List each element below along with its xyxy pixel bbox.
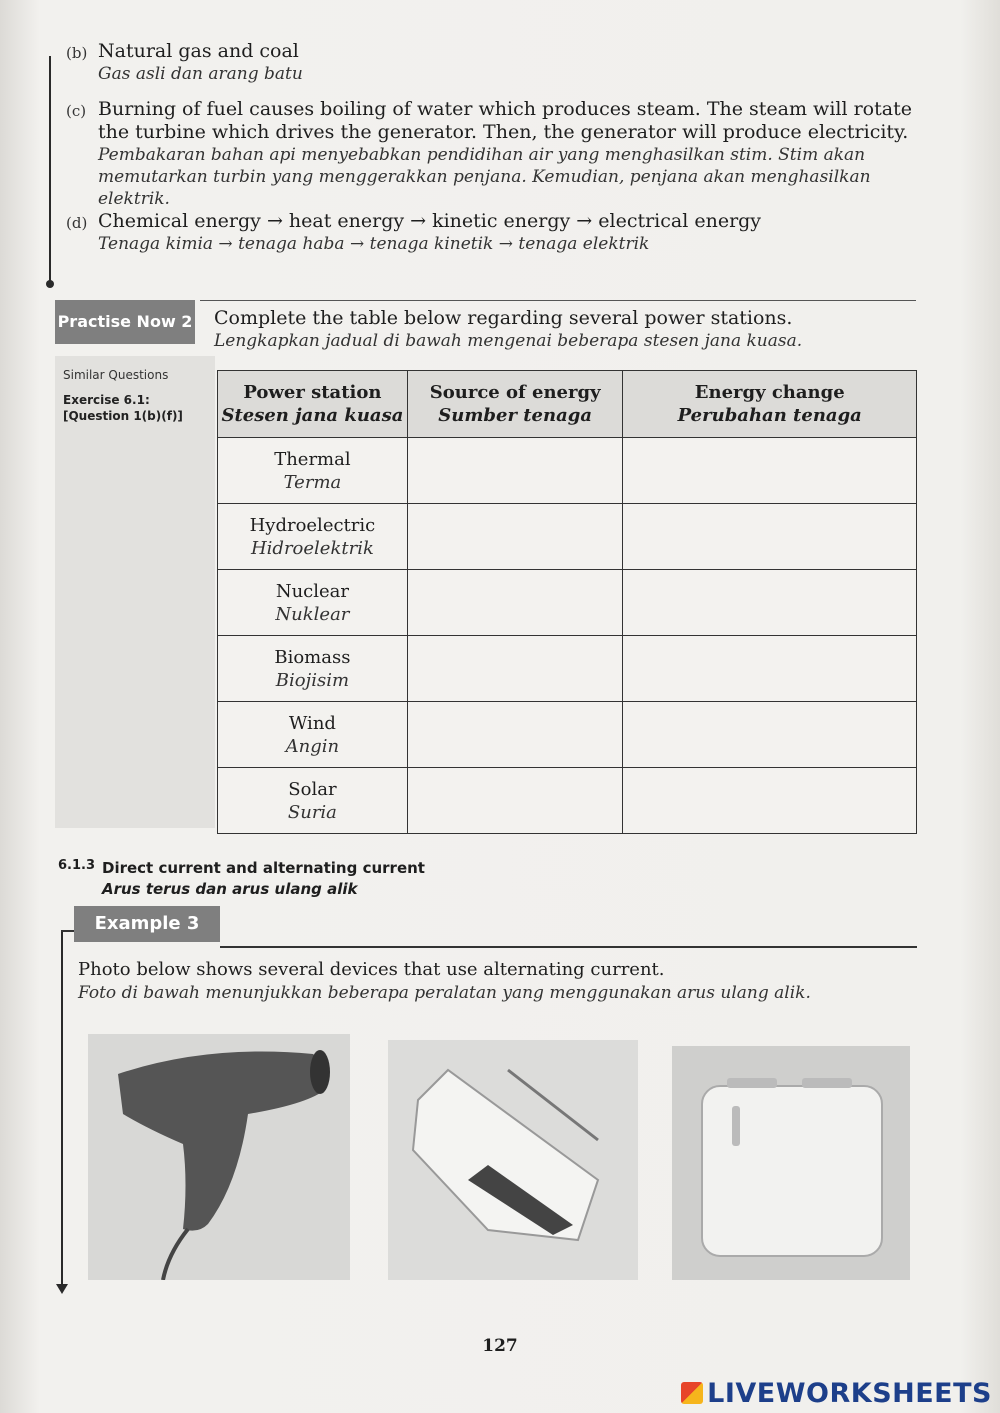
example-text-ms: Foto di bawah menunjukkan beberapa peralatan yang menggunakan arus ulang alik.	[78, 983, 811, 1003]
practise-label: Practise Now 2	[55, 300, 195, 344]
station-en: Hydroelectric	[249, 514, 376, 536]
example-text	[78, 958, 918, 1005]
page-number: 127	[482, 1336, 518, 1356]
similar-exercise: Exercise 6.1:	[63, 393, 150, 407]
station-en: Wind	[288, 712, 336, 734]
table-row	[218, 504, 917, 570]
station-ms: Hidroelektrik	[250, 537, 374, 559]
station-name	[218, 702, 408, 768]
answer-text-en: Natural gas and coal	[98, 40, 299, 62]
header-source	[407, 371, 623, 438]
source-answer-cell[interactable]	[407, 504, 623, 570]
answer-text-ms: Tenaga kimia → tenaga haba → tenaga kinetik → tenaga elektrik	[98, 234, 650, 254]
station-name	[218, 504, 408, 570]
logo-badge-icon	[681, 1382, 703, 1404]
station-ms: Angin	[285, 735, 340, 757]
similar-questions-ref	[63, 392, 183, 424]
change-answer-cell[interactable]	[623, 702, 917, 768]
answer-c	[66, 98, 916, 210]
source-answer-cell[interactable]	[407, 702, 623, 768]
answer-b	[66, 40, 916, 85]
example-rule	[61, 930, 63, 1288]
answer-text-en: Burning of fuel causes boiling of water which produces steam. The steam will rotate the turbine which drives the generator. Then, the generator will produce electricity.	[98, 98, 912, 143]
example-label: Example 3	[74, 906, 220, 942]
station-ms: Biojisim	[275, 669, 350, 691]
power-station-table	[217, 370, 917, 834]
answer-letter: (b)	[66, 44, 88, 62]
change-answer-cell[interactable]	[623, 438, 917, 504]
answer-text-ms: Gas asli dan arang batu	[98, 64, 303, 84]
logo-text: LIVEWORKSHEETS	[707, 1378, 992, 1409]
hair-dryer-photo	[88, 1034, 350, 1280]
source-answer-cell[interactable]	[407, 570, 623, 636]
change-answer-cell[interactable]	[623, 768, 917, 834]
header-power-station	[218, 371, 408, 438]
source-answer-cell[interactable]	[407, 768, 623, 834]
source-answer-cell[interactable]	[407, 438, 623, 504]
answer-letter: (d)	[66, 214, 88, 232]
table-row	[218, 702, 917, 768]
toaster-photo	[672, 1046, 910, 1280]
station-en: Nuclear	[275, 580, 349, 602]
table-row	[218, 570, 917, 636]
instruction-en: Complete the table below regarding several power stations.	[214, 307, 793, 329]
section-title	[102, 858, 425, 900]
air-conditioner-icon	[388, 1040, 638, 1280]
table-row	[218, 438, 917, 504]
header-en: Energy change	[694, 382, 845, 403]
station-en: Biomass	[274, 646, 351, 668]
hair-dryer-icon	[88, 1034, 350, 1280]
answer-letter: (c)	[66, 102, 87, 120]
example-rule-arrow-icon	[56, 1284, 68, 1296]
practise-instruction	[214, 306, 914, 352]
answer-text-ms: Pembakaran bahan api menyebabkan pendidihan air yang menghasilkan stim. Stim akan memutarkan turbin yang menggerakkan penjana. Kemudian, penjana akan menghasilkan elektrik.	[98, 145, 871, 209]
similar-question: [Question 1(b)(f)]	[63, 409, 183, 423]
station-ms: Nuklear	[275, 603, 350, 625]
station-name	[218, 768, 408, 834]
change-answer-cell[interactable]	[623, 504, 917, 570]
table-row	[218, 768, 917, 834]
change-answer-cell[interactable]	[623, 570, 917, 636]
table-header-row	[218, 371, 917, 438]
section-number: 6.1.3	[58, 858, 96, 873]
example-text-en: Photo below shows several devices that use alternating current.	[78, 959, 665, 980]
answer-rule-end	[46, 280, 54, 288]
practise-divider	[200, 300, 916, 301]
change-answer-cell[interactable]	[623, 636, 917, 702]
header-ms: Stesen jana kuasa	[221, 405, 404, 426]
example-divider	[220, 946, 917, 948]
station-en: Solar	[288, 778, 337, 800]
similar-questions-box	[55, 356, 215, 828]
station-ms: Suria	[287, 801, 337, 823]
toaster-icon	[672, 1046, 910, 1280]
header-energy-change	[623, 371, 917, 438]
section-title-en: Direct current and alternating current	[102, 859, 425, 877]
air-conditioner-photo	[388, 1040, 638, 1280]
station-name	[218, 636, 408, 702]
station-name	[218, 438, 408, 504]
similar-questions-title: Similar Questions	[63, 368, 169, 382]
station-ms: Terma	[283, 471, 342, 493]
example-rule-top	[61, 930, 75, 932]
answer-d	[66, 210, 916, 255]
header-en: Source of energy	[429, 382, 601, 403]
source-answer-cell[interactable]	[407, 636, 623, 702]
liveworksheets-logo	[681, 1378, 992, 1409]
station-en: Thermal	[274, 448, 351, 470]
section-title-ms: Arus terus dan arus ulang alik	[102, 880, 358, 898]
table-row	[218, 636, 917, 702]
station-name	[218, 570, 408, 636]
header-ms: Perubahan tenaga	[677, 405, 862, 426]
answer-rule	[49, 56, 51, 284]
instruction-ms: Lengkapkan jadual di bawah mengenai beberapa stesen jana kuasa.	[214, 331, 803, 351]
header-ms: Sumber tenaga	[438, 405, 592, 426]
answer-text-en: Chemical energy → heat energy → kinetic energy → electrical energy	[98, 210, 762, 232]
header-en: Power station	[243, 382, 382, 403]
